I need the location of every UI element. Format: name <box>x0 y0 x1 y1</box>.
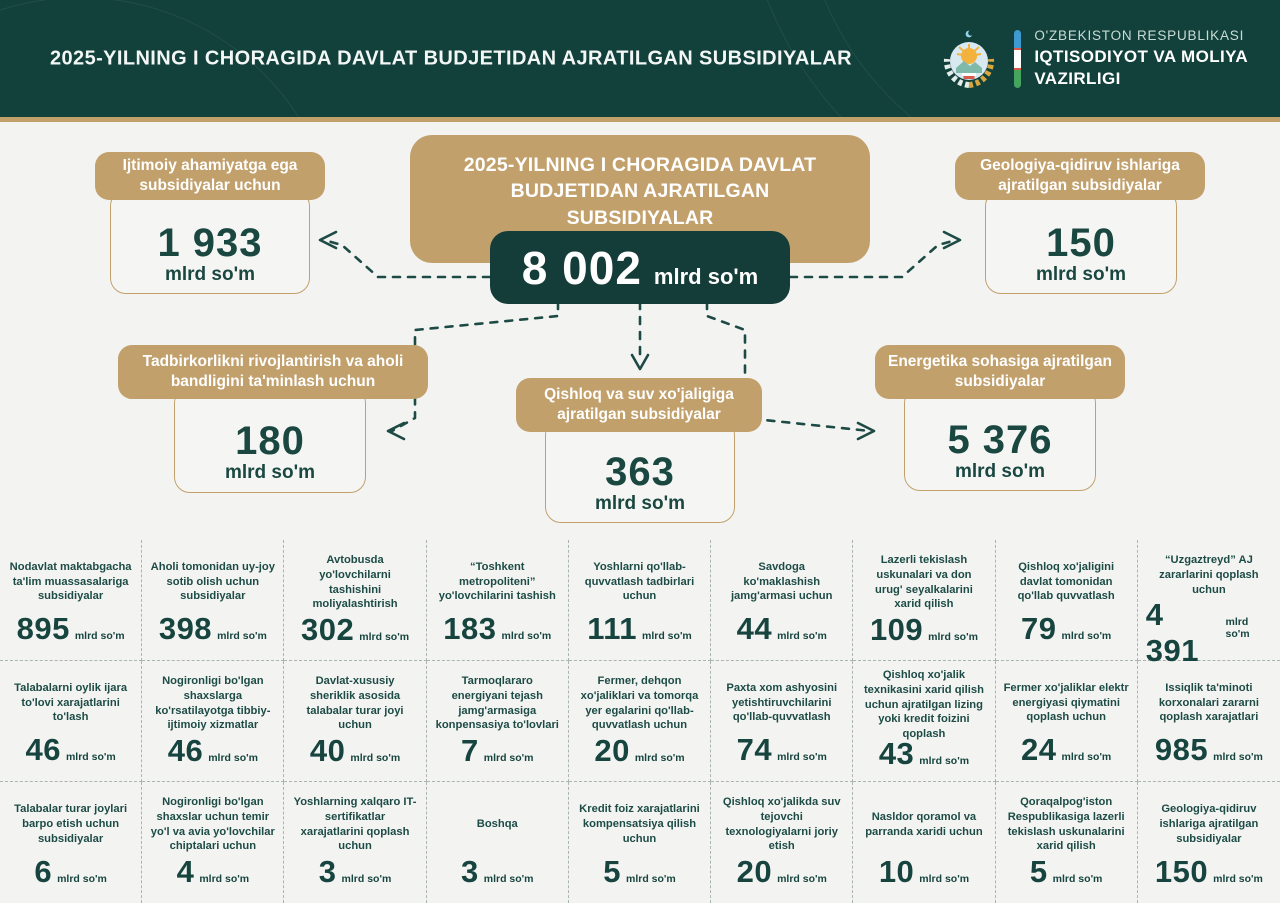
grid-cell-number: 46 <box>167 733 204 769</box>
branch-label-ijtimoiy: Ijtimoiy ahamiyatga ega subsidiyalar uchun <box>95 152 325 200</box>
grid-cell-value <box>159 611 267 647</box>
grid-cell-label: Nogironligi bo'lgan shaxslarga ko'rsatilayotga tibbiy-ijtimoiy xizmatlar <box>155 675 271 732</box>
grid-cell-label: Qoraqalpog'iston Respublikasiga lazerli tekislash uskunalarini xarid qilish <box>1007 796 1125 853</box>
grid-cell-value <box>603 854 676 890</box>
grid-cell-label: Nogironligi bo'lgan shaxslar uchun temir yo'l va avia yo'lovchilar chiptalari uchun <box>150 796 275 853</box>
grid-cell-value <box>17 611 125 647</box>
grid-cell <box>1138 661 1280 782</box>
branch-label-energetika: Energetika sohasiga ajratilgan subsidiyalar <box>875 345 1125 399</box>
grid-cell-unit: mlrd so'm <box>65 751 116 763</box>
grid-cell <box>284 782 426 903</box>
grid-cell-label: Qishloq xo'jalik texnikasini xarid qilish uchun ajratilgan lizing yoki kredit foizini qoplash <box>863 669 984 741</box>
grid-cell <box>0 540 142 661</box>
grid-cell-value <box>1146 597 1272 669</box>
grid-cell-value <box>1155 854 1263 890</box>
grid-cell-number: 20 <box>736 854 773 890</box>
grid-cell <box>996 661 1138 782</box>
grid-cell <box>996 540 1138 661</box>
grid-cell-unit: mlrd so'm <box>777 630 827 642</box>
grid-cell-unit: mlrd so'm <box>1061 751 1112 763</box>
grid-cell-number: 150 <box>1154 854 1209 889</box>
branch-label-geologiya: Geologiya-qidiruv ishlariga ajratilgan subsidiyalar <box>955 152 1205 200</box>
grid-cell-value <box>737 732 827 768</box>
grid-cell-number: 4 <box>176 854 195 890</box>
grid-cell-label: “Uzgaztreyd” AJ zararlarini qoplash uchun <box>1159 554 1259 596</box>
grid-cell <box>711 540 853 661</box>
grid-cell-number: 4 391 <box>1145 597 1199 669</box>
grid-cell-number: 3 <box>318 854 337 890</box>
grid-cell <box>711 661 853 782</box>
grid-cell-number: 302 <box>301 612 355 648</box>
grid-cell-number: 43 <box>878 736 915 771</box>
grid-cell-number: 183 <box>443 611 497 646</box>
grid-cell-value <box>879 854 969 890</box>
grid-cell-label: Boshqa <box>476 818 518 831</box>
branch-value: 5 376 <box>947 417 1053 462</box>
grid-cell-unit: mlrd so'm <box>625 873 676 885</box>
grid-cell-number: 398 <box>158 611 213 646</box>
grid-cell-value <box>594 733 684 769</box>
grid-cell-value <box>737 854 827 890</box>
grid-cell <box>569 540 711 661</box>
grid-cell-unit: mlrd so'm <box>341 873 392 886</box>
grid-cell <box>711 782 853 903</box>
grid-cell-unit: mlrd so'm <box>199 873 250 886</box>
grid-cell-label: Talabalar turar joylari barpo etish uchun subsidiyalar <box>14 803 128 845</box>
grid-cell-unit: mlrd so'm <box>919 755 970 767</box>
grid-cell-unit: mlrd so'm <box>483 752 534 765</box>
grid-cell-label: Fermer xo'jaliklar elektr energiyasi qiymatini qoplash uchun <box>1003 681 1129 724</box>
grid-cell-value <box>301 612 409 648</box>
grid-cell-value <box>177 854 250 890</box>
grid-cell-label: Lazerli tekislash uskunalari va don urug' seyalkalarini xarid qilish <box>875 554 973 611</box>
grid-cell-unit: mlrd so'm <box>1061 630 1112 642</box>
grid-cell-unit: mlrd so'm <box>57 873 107 885</box>
branch-card-geologiya <box>985 190 1177 294</box>
branch-value: 180 <box>235 418 305 463</box>
grid-cell-number: 40 <box>309 733 346 769</box>
grid-cell-label: Avtobusda yo'lovchilarni tashishini moliyalashtirish <box>312 554 398 611</box>
grid-cell-unit: mlrd so'm <box>1052 873 1103 886</box>
grid-cell <box>284 661 426 782</box>
grid-cell-unit: mlrd so'm <box>642 630 692 642</box>
grid-cell-value <box>1021 611 1111 647</box>
grid-cell-label: Aholi tomonidan uy-joy sotib olish uchun subsidiyalar <box>150 560 275 603</box>
grid-cell-number: 79 <box>1021 611 1057 646</box>
grid-cell <box>142 782 284 903</box>
grid-cell-number: 6 <box>34 854 53 889</box>
grid-cell <box>284 540 426 661</box>
grid-cell <box>569 782 711 903</box>
grid-cell-unit: mlrd so'm <box>217 630 267 642</box>
grid-cell-value <box>168 733 258 769</box>
grid-cell-unit: mlrd so'm <box>74 630 125 642</box>
grid-cell-value <box>879 736 969 772</box>
total-value: 8 002 <box>521 242 642 294</box>
branch-unit: mlrd so'm <box>1035 263 1127 285</box>
grid-cell-unit: mlrd so'm <box>777 873 827 886</box>
ministry-line1: O'ZBEKISTON RESPUBLIKASI <box>1034 28 1245 44</box>
branch-unit: mlrd so'm <box>594 492 686 514</box>
grid-cell-unit: mlrd so'm <box>208 752 258 765</box>
grid-cell-number: 985 <box>1154 732 1209 767</box>
grid-cell-label: Paxta xom ashyosini yetishtiruvchilarini qo'llab-quvvatlash <box>726 681 838 724</box>
grid-cell-label: Talabalarni oylik ijara to'lovi xarajatlarini to'lash <box>14 681 128 724</box>
grid-cell-label: Qishloq xo'jaligini davlat tomonidan qo'llab quvvatlash <box>1017 560 1115 603</box>
grid-cell-value <box>1030 854 1103 890</box>
grid-cell-label: Nodavlat maktabgacha ta'lim muassasalariga subsidiyalar <box>9 560 132 603</box>
grid-cell-number: 3 <box>461 854 479 889</box>
ministry-brand <box>937 27 1248 91</box>
grid-cell-value <box>737 611 827 647</box>
grid-cell-number: 111 <box>587 611 638 646</box>
grid-cell-label: Kredit foiz xarajatlarini kompensatsiya qilish uchun <box>579 803 700 845</box>
ministry-name <box>1034 28 1248 89</box>
grid-cell <box>996 782 1138 903</box>
page-title: 2025-YILNING I CHORAGIDA DAVLAT BUDJETIDAN AJRATILGAN SUBSIDIYALAR <box>50 47 853 69</box>
grid-cell-label: Yoshlarning xalqaro IT-sertifikatlar xarajatlarini qoplash uchun <box>293 796 417 853</box>
grid-cell-label: Fermer, dehqon xo'jaliklari va tomorqa yer egalarini qo'llab-quvvatlash uchun <box>580 675 699 732</box>
grid-cell-number: 895 <box>16 611 70 646</box>
grid-cell-value <box>461 854 534 890</box>
grid-cell-unit: mlrd so'm <box>501 630 552 642</box>
grid-cell-label: Nasldor qoramol va parranda xaridi uchun <box>865 810 983 838</box>
grid-cell-value <box>310 733 400 769</box>
grid-cell <box>427 540 569 661</box>
grid-cell-number: 46 <box>25 732 61 767</box>
grid-cell-value <box>443 611 551 647</box>
grid-cell-number: 5 <box>1029 854 1048 890</box>
total-value-box <box>490 231 790 304</box>
grid-cell-number: 109 <box>869 612 924 648</box>
grid-cell-unit: mlrd so'm <box>483 873 534 885</box>
subsidy-diagram <box>0 122 1280 540</box>
grid-cell-unit: mlrd so'm <box>777 751 827 763</box>
grid-cell-value <box>1021 732 1111 768</box>
grid-cell-unit: mlrd so'm <box>350 752 401 765</box>
grid-cell-label: Savdoga ko'maklashish jamg'armasi uchun <box>730 560 833 603</box>
ministry-line2: IQTISODIYOT VA MOLIYA <box>1034 47 1248 67</box>
grid-cell <box>142 540 284 661</box>
uzbekistan-emblem-icon <box>937 27 1001 91</box>
grid-cell <box>427 782 569 903</box>
grid-cell-number: 7 <box>461 733 479 769</box>
grid-cell-number: 5 <box>603 854 621 889</box>
grid-cell <box>0 782 142 903</box>
branch-label-qishloq: Qishloq va suv xo'jaligiga ajratilgan subsidiyalar <box>516 378 762 432</box>
grid-cell-value <box>34 854 107 890</box>
grid-cell-value <box>461 733 534 769</box>
grid-cell-label: Qishloq xo'jalikda suv tejovchi texnologiyalarni joriy etish <box>722 796 841 853</box>
page-header <box>0 0 1280 122</box>
branch-card-tadbirkorlik <box>174 387 366 493</box>
ministry-line3: VAZIRLIGI <box>1034 68 1121 88</box>
grid-cell-unit: mlrd so'm <box>919 873 970 885</box>
grid-cell-number: 44 <box>736 611 773 646</box>
grid-cell <box>142 661 284 782</box>
grid-cell-unit: mlrd so'm <box>1213 751 1263 763</box>
branch-unit: mlrd so'm <box>954 460 1046 482</box>
grid-cell-number: 74 <box>736 732 773 767</box>
branch-value: 1 933 <box>157 220 263 265</box>
branch-label-tadbirkorlik: Tadbirkorlikni rivojlantirish va aholi bandligini ta'minlash uchun <box>118 345 428 399</box>
flag-stripe-icon <box>1014 30 1021 88</box>
grid-cell <box>569 661 711 782</box>
grid-cell <box>1138 782 1280 903</box>
grid-cell <box>427 661 569 782</box>
grid-cell-value <box>1155 732 1263 768</box>
grid-cell-label: Davlat-xususiy sheriklik asosida talabalar turar joyi uchun <box>306 675 404 732</box>
grid-cell-unit: mlrd so'm <box>1225 616 1250 641</box>
grid-cell-value <box>870 612 978 648</box>
branch-value: 363 <box>605 449 675 494</box>
grid-cell <box>1138 540 1280 669</box>
grid-cell-number: 10 <box>878 854 915 889</box>
subsidy-grid <box>0 540 1280 903</box>
grid-cell <box>853 661 995 782</box>
grid-cell <box>0 661 142 782</box>
branch-card-ijtimoiy <box>110 190 310 294</box>
total-unit: mlrd so'm <box>653 264 759 289</box>
branch-unit: mlrd so'm <box>224 461 316 483</box>
grid-cell-label: Yoshlarni qo'llab-quvvatlash tadbirlari uchun <box>584 560 695 603</box>
branch-card-energetika <box>904 387 1096 491</box>
grid-cell <box>853 782 995 903</box>
branch-card-qishloq <box>545 419 735 523</box>
grid-cell-unit: mlrd so'm <box>928 631 978 644</box>
grid-cell-label: Issiqlik ta'minoti korxonalari zararni qoplash xarajatlari <box>1158 681 1259 724</box>
grid-cell-unit: mlrd so'm <box>634 752 685 765</box>
grid-cell-label: Geologiya-qidiruv ishlariga ajratilgan subsidiyalar <box>1159 803 1259 845</box>
grid-cell-number: 20 <box>594 733 630 769</box>
grid-cell-value <box>587 611 692 647</box>
grid-cell-label: Tarmoqlararo energiyani tejash jamg'armasiga konpensasiya to'lovlari <box>435 675 559 732</box>
grid-cell-unit: mlrd so'm <box>359 631 410 644</box>
grid-cell-value <box>319 854 392 890</box>
grid-cell <box>853 540 995 661</box>
grid-cell-label: “Toshkent metropoliteni” yo'lovchilarini tashish <box>438 560 556 603</box>
grid-cell-number: 24 <box>1021 732 1057 767</box>
grid-cell-value <box>25 732 115 768</box>
total-title: 2025-YILNING I CHORAGIDA DAVLAT BUDJETIDAN AJRATILGAN SUBSIDIYALAR <box>463 154 817 229</box>
branch-unit: mlrd so'm <box>164 263 256 285</box>
grid-cell-unit: mlrd so'm <box>1213 873 1263 885</box>
branch-value: 150 <box>1046 220 1116 265</box>
